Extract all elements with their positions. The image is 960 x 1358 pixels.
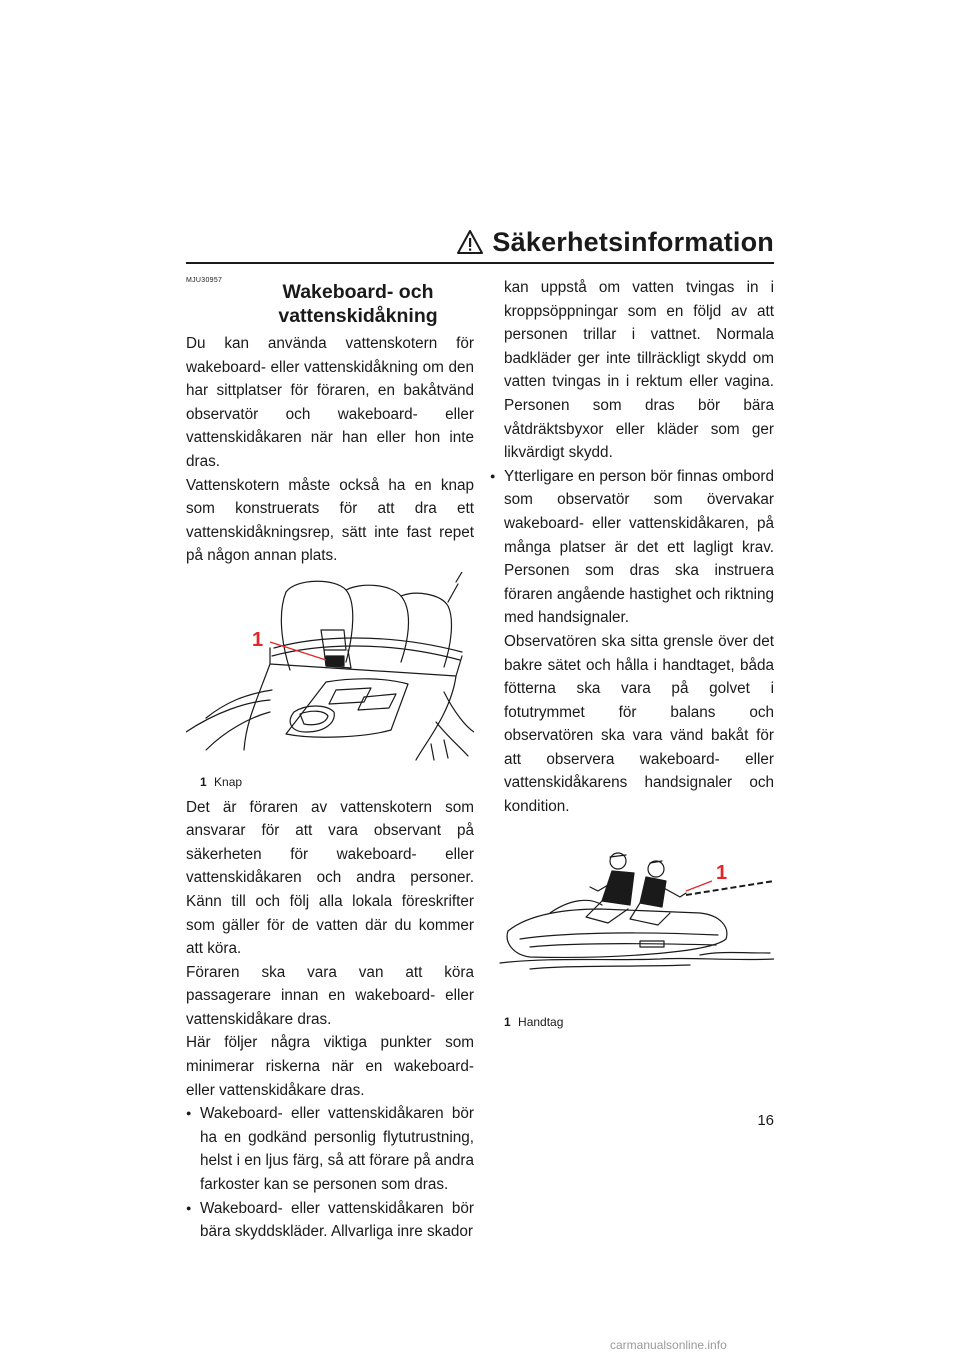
figure-knap (186, 572, 474, 790)
bullet-item: ● Wakeboard- eller vattenskidåkaren bör ha en godkänd personlig flytutrustning, helst i en ljus färg, så att förare på andra farkoster kan se personen som dras. (186, 1102, 474, 1196)
paragraph: Föraren ska vara van att köra passagerare innan en wakeboard- eller vattenskidåkare dras. (186, 963, 474, 1028)
page-number: 16 (757, 1112, 774, 1129)
left-column (186, 276, 474, 1244)
caption-number: 1 (200, 774, 207, 789)
header-rule (186, 262, 774, 264)
callout-1: 1 (252, 628, 264, 651)
figure-caption (200, 774, 474, 790)
caption-text: Knap (214, 774, 243, 789)
header-title: Säkerhetsinformation (492, 226, 774, 257)
bullet-item: ● Wakeboard- eller vattenskidåkaren bör bära skyddskläder. Allvarliga inre skador (186, 1197, 474, 1244)
jetski-stern-illustration (186, 572, 474, 762)
caption-text: Handtag (518, 1015, 564, 1030)
paragraph: Det är föraren av vattenskotern som ansvarar för att vara observant på säkerheten för wakeboard- eller vattenskidåkaren och andra personer. Känn till och följ alla lokala föreskrifter som gäller för de vatten där du kommer att köra. (186, 798, 474, 958)
bullet-list (186, 1102, 474, 1244)
right-column (490, 276, 774, 1036)
paragraph: Observatören ska sitta grensle över det bakre sätet och hålla i handtaget, båda fötterna ska vara på golvet i fotutrymmet för balans och observatören ska vara vänd bakåt för att observera wakeboard- eller vattenskidåkarens handsignaler och kondition. (504, 632, 774, 816)
warning-triangle-icon (456, 229, 484, 255)
jetski-riders-illustration (490, 843, 774, 1003)
page-header (186, 222, 774, 262)
paragraph: Vattenskotern måste också ha en knap som konstruerats för att dra ett vattenskidåkningsrep, sätt inte fast repet på någon annan plats. (186, 476, 474, 565)
figure-caption (504, 1014, 778, 1030)
watermark: carmanualsonline.info (610, 1338, 727, 1352)
bullet-item: ● Ytterligare en person bör finnas ombord som observatör som övervakar wakeboard- eller vattenskidåkaren, på många platser är det ett lagligt krav. Personen som dras ska instruera föraren angående hastighet och riktning med handsignaler. (490, 465, 774, 630)
paragraph: Du kan använda vattenskotern för wakeboard- eller vattenskidåkning om den har sittplatser för föraren, en bakåtvänd observatör och wakeboard- eller vattenskidåkaren när han eller hon inte dras. (186, 335, 474, 470)
section-code: MJU30957 (186, 277, 223, 284)
section-title (242, 280, 474, 328)
paragraph: kan uppstå om vatten tvingas in i kroppsöppningar som en följd av att personen trillar i vattnet. Normala badkläder ger inte tillräckligt skydd om vatten tvingas in i rektum eller vagina. Personen som dras bör bära våtdräktsbyxor eller kläder som ger likvärdigt skydd. (504, 279, 774, 462)
callout-1: 1 (716, 861, 728, 884)
bullet-list (490, 465, 774, 630)
section-title-line1: Wakeboard- och (282, 281, 434, 303)
caption-number: 1 (504, 1015, 511, 1030)
section-title-line2: vattenskidåkning (278, 305, 438, 327)
paragraph: Här följer några viktiga punkter som minimerar riskerna när en wakeboard- eller vattenskidåkare dras. (186, 1034, 474, 1099)
figure-handtag (490, 843, 778, 1031)
